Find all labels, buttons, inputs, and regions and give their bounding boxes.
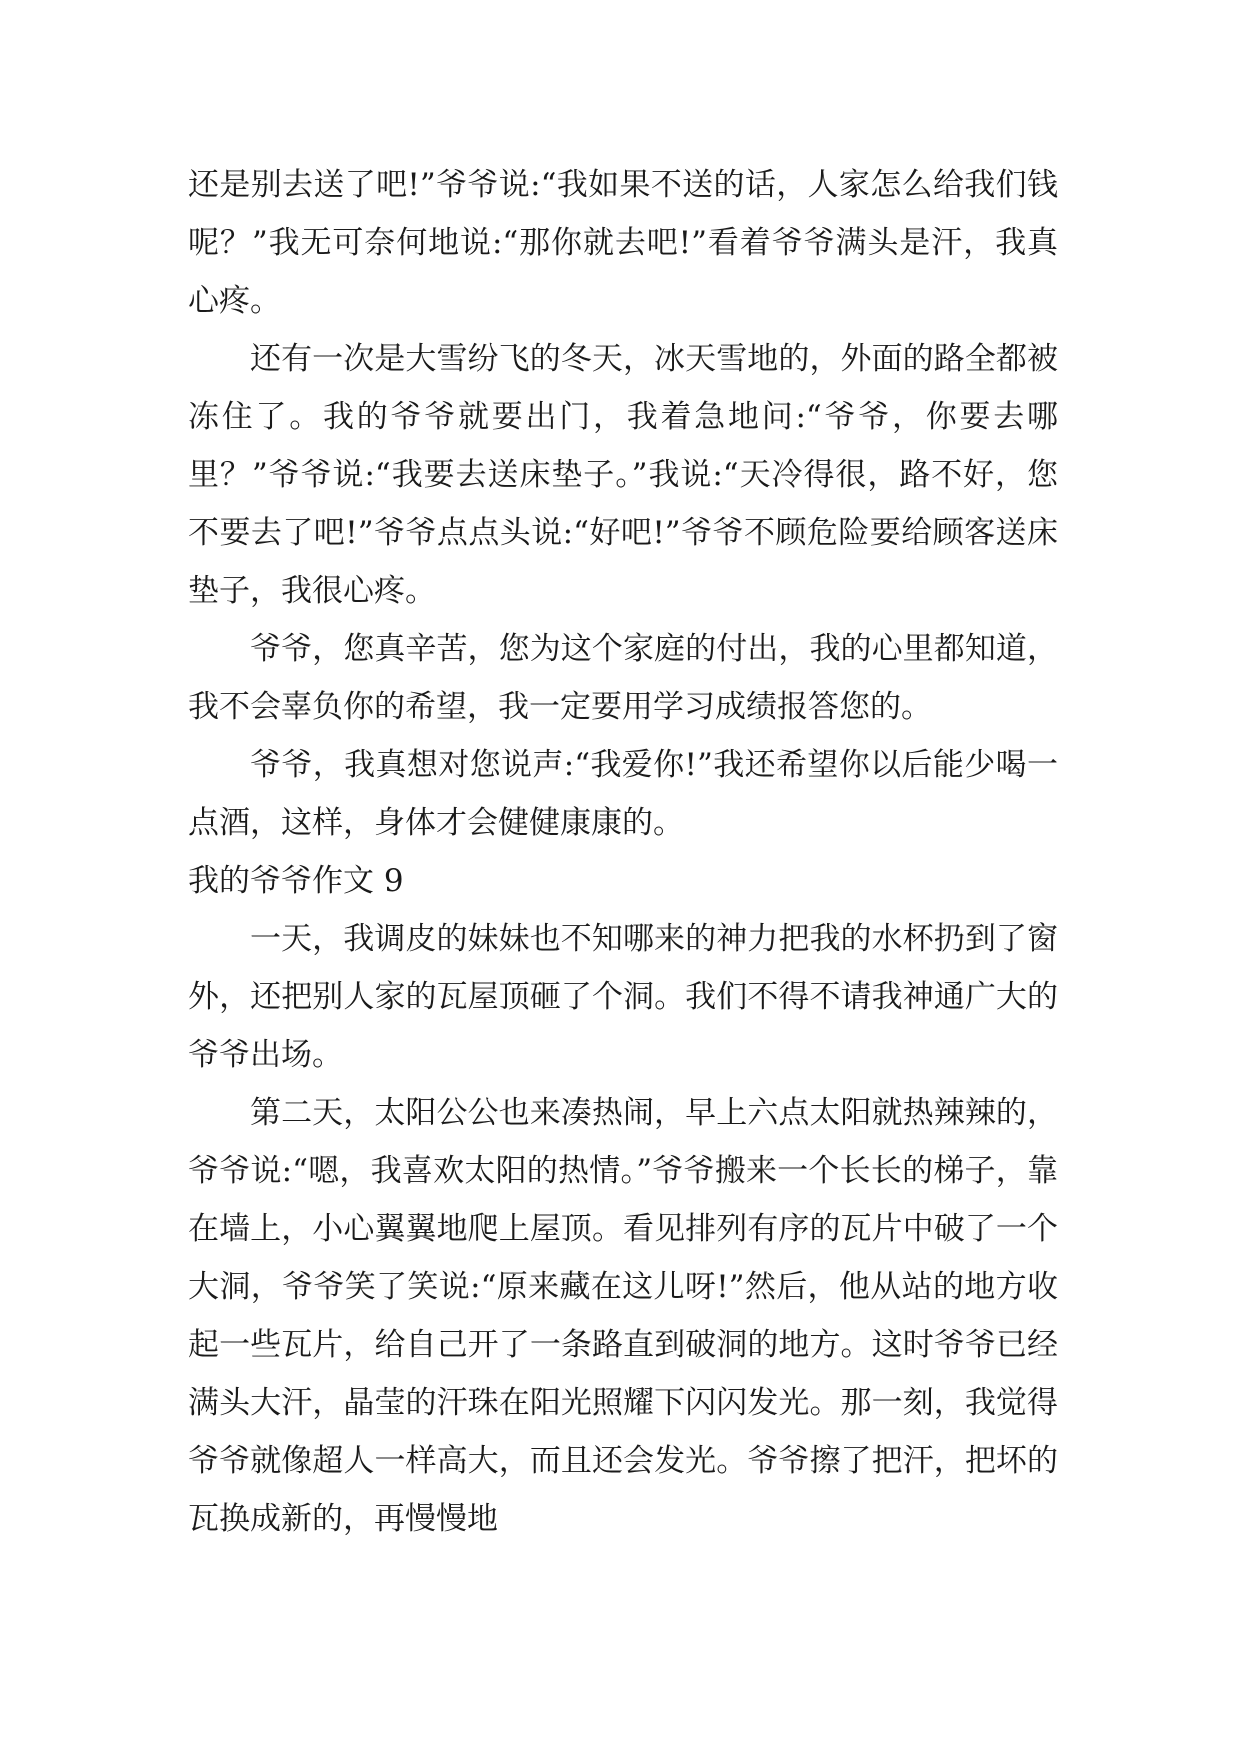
paragraph-1: 还是别去送了吧!”爷爷说:“我如果不送的话，人家怎么给我们钱呢？”我无可奈何地说:“那你就去吧!”看着爷爷满头是汗，我真心疼。	[188, 167, 1058, 319]
paragraph-2: 还有一次是大雪纷飞的冬天，冰天雪地的，外面的路全都被冻住了。我的爷爷就要出门，我着急地问:“爷爷，你要去哪里？”爷爷说:“我要去送床垫子。”我说:“天冷得很，路不好，您不要去了吧!”爷爷点点头说:“好吧!”爷爷不顾危险要给顾客送床垫子，我很心疼。	[188, 341, 1058, 609]
paragraph-3: 爷爷，您真辛苦，您为这个家庭的付出，我的心里都知道，我不会辜负你的希望，我一定要用学习成绩报答您的。	[188, 631, 1058, 725]
section-title: 我的爷爷作文 9	[188, 863, 404, 899]
paragraph-5: 一天，我调皮的妹妹也不知哪来的神力把我的水杯扔到了窗外，还把别人家的瓦屋顶砸了个洞。我们不得不请我神通广大的爷爷出场。	[188, 921, 1058, 1073]
paragraph-4: 爷爷，我真想对您说声:“我爱你!”我还希望你以后能少喝一点酒，这样，身体才会健健康康的。	[188, 747, 1058, 841]
paragraph-6: 第二天，太阳公公也来凑热闹，早上六点太阳就热辣辣的，爷爷说:“嗯，我喜欢太阳的热情。”爷爷搬来一个长长的梯子，靠在墙上，小心翼翼地爬上屋顶。看见排列有序的瓦片中破了一个大洞，爷爷笑了笑说:“原来藏在这儿呀!”然后，他从站的地方收起一些瓦片，给自己开了一条路直到破洞的地方。这时爷爷已经满头大汗，晶莹的汗珠在阳光照耀下闪闪发光。那一刻，我觉得爷爷就像超人一样高大，而且还会发光。爷爷擦了把汗，把坏的瓦换成新的，再慢慢地	[188, 1095, 1058, 1537]
document-body	[188, 156, 1058, 1548]
